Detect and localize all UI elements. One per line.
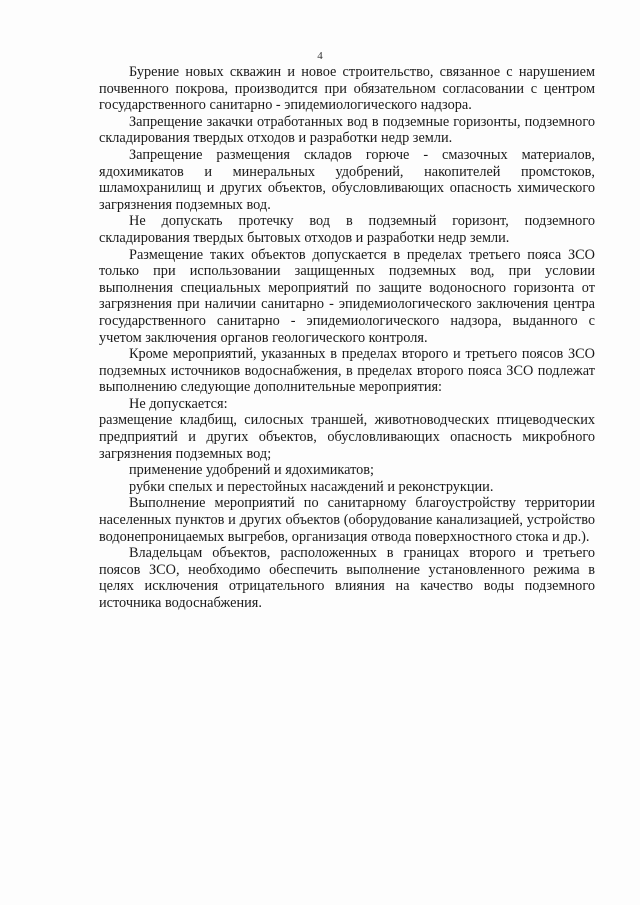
paragraph-leak-ban: Не допускать протечку вод в подземный горизонт, подземного складирования твердых бытовых отходов и разработки недр земли. (99, 213, 595, 246)
page-number: 4 (317, 50, 323, 62)
list-item-cemeteries: размещение кладбищ, силосных траншей, животноводческих птицеводческих предприятий и других объектов, обусловливающих опасность микробного загрязнения подземных вод; (99, 412, 595, 462)
paragraph-sanitation: Выполнение мероприятий по санитарному благоустройству территории населенных пунктов и других объектов (оборудование канализацией, устройство водонепроницаемых выгребов, организация отвода поверхностного стока и др.). (99, 495, 595, 545)
list-item-logging: рубки спелых и перестойных насаждений и реконструкции. (129, 478, 494, 495)
document-body (99, 64, 595, 612)
paragraph-second-zone-measures: Кроме мероприятий, указанных в пределах второго и третьего поясов ЗСО подземных источников водоснабжения, в пределах второго пояса ЗСО подлежат выполнению следующие дополнительные мероприятия: (99, 346, 595, 396)
paragraph-injection-ban: Запрещение закачки отработанных вод в подземные горизонты, подземного складирования твердых отходов и разработки недр земли. (99, 113, 595, 147)
paragraph-storage-ban: Запрещение размещения складов горюче - смазочных материалов, ядохимикатов и минеральных удобрений, накопителей промстоков, шламохранилищ и других объектов, обусловливающих опасность химического загрязнения подземных вод. (99, 146, 595, 213)
paragraph-owners: Владельцам объектов, расположенных в границах второго и третьего поясов ЗСО, необходимо обеспечить выполнение установленного режима в целях исключения отрицательного влияния на качество воды подземного источника водоснабжения. (99, 545, 595, 611)
paragraph-third-zone: Размещение таких объектов допускается в пределах третьего пояса ЗСО только при использовании защищенных подземных вод, при условии выполнения специальных мероприятий по защите водоносного горизонта от загрязнения при наличии санитарно - эпидемиологического заключения центра государственного санитарно - эпидемиологического надзора, выданного с учетом заключения органов геологического контроля. (99, 246, 595, 346)
paragraph-drilling: Бурение новых скважин и новое строительство, связанное с нарушением почвенного покрова, производится при обязательном согласовании с центром государственного санитарно - эпидемиологического надзора. (99, 64, 595, 114)
paragraph-not-allowed: Не допускается: (129, 395, 228, 412)
list-item-fertilizers: применение удобрений и ядохимикатов; (129, 462, 375, 479)
